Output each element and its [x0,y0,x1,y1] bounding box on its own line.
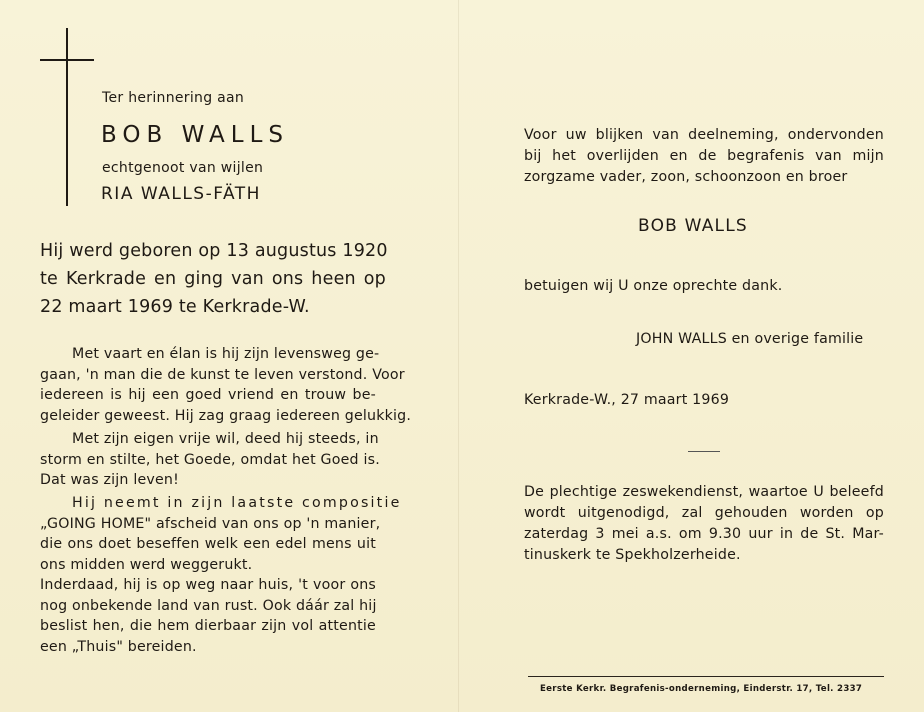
text-line: geleider geweest. Hij zag graag iedereen gelukkig. [40,407,412,424]
thanks-paragraph [524,125,884,188]
text-line: Dat was zijn leven! [40,472,179,488]
text-line: „GOING HOME" afscheid van ons op 'n manier, [40,515,381,532]
footer-rule [528,676,884,677]
text-line: De plechtige zeswekendienst, waartoe U beleefd [524,484,884,500]
birth-line: 22 maart 1969 te Kerkrade-W. [40,297,310,317]
printer-imprint: Eerste Kerkr. Begrafenis-onderneming, Einderstr. 17, Tel. 2337 [540,684,863,694]
text-line: Met zijn eigen vrije wil, deed hij steeds, in [72,431,379,447]
paragraph-will [40,429,380,491]
text-line: Voor uw blijken van deelneming, ondervonden [524,127,884,143]
paragraph-life [40,344,412,426]
text-line: bij het overlijden en de begrafenis van mijn [524,148,884,164]
spouse-name: RIA WALLS-FÄTH [101,184,261,204]
text-line: storm en stilte, het Goede, omdat het Goed is. [40,451,380,468]
text-line: wordt uitgenodigd, zal gehouden worden op [524,505,884,521]
birth-line: te Kerkrade en ging van ons heen op [40,269,386,289]
separator-dash [688,451,720,452]
birth-statement [40,237,386,321]
thanks-end: betuigen wij U onze oprechte dank. [524,278,783,294]
text-line: iedereen is hij een goed vriend en trouw be- [40,387,376,403]
text-line: Inderdaad, hij is op weg naar huis, 't voor ons [40,577,376,593]
text-line: een „Thuis" bereiden. [40,638,197,655]
text-line: nog onbekende land van rust. Ook dáár zal hij [40,597,377,614]
spouse-label: echtgenoot van wijlen [102,160,264,176]
text-line: Met vaart en élan is hij zijn levensweg ge- [72,346,380,362]
text-line: Hij neemt in zijn laatste compositie [72,495,402,511]
text-line: tinuskerk te Spekholzerheide. [524,547,741,563]
signatory: JOHN WALLS en overige familie [636,331,864,347]
thanks-name: BOB WALLS [638,216,748,236]
place-date: Kerkrade-W., 27 maart 1969 [524,392,730,408]
text-line: ons midden werd weggerukt. [40,556,253,573]
paragraph-composition [40,493,402,657]
text-line: beslist hen, die hem dierbaar zijn vol attentie [40,618,376,634]
text-line: zaterdag 3 mei a.s. om 9.30 uur in de St. Mar- [524,526,884,542]
birth-line: Hij werd geboren op 13 augustus 1920 [40,241,388,261]
text-line: zorgzame vader, zoon, schoonzoon en broer [524,169,848,185]
deceased-name: BOB WALLS [101,122,290,148]
card-fold [458,0,459,712]
text-line: gaan, 'n man die de kunst te leven verstond. Voor [40,366,405,383]
intro-text: Ter herinnering aan [102,90,245,106]
service-paragraph [524,482,884,566]
text-line: die ons doet beseffen welk een edel mens uit [40,536,376,552]
